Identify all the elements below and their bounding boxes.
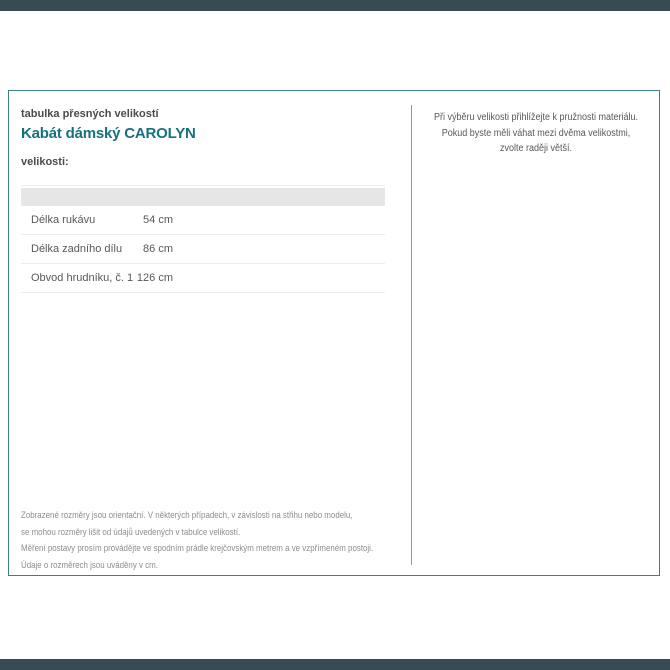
sizes-label: velikosti: — [21, 156, 69, 168]
disclaimer-line: Měření postavy prosím provádějte ve spodním prádle krejčovským metrem a ve vzpřímeném postoji. — [21, 543, 374, 553]
note-line: Pokud byste měli váhat mezi dvěma velikostmi, — [441, 127, 631, 139]
panel-eyebrow: tabulka přesných velikostí — [21, 108, 159, 120]
measurement-label: Délka zadního dílu — [31, 243, 123, 255]
note-line: Při výběru velikosti přihlížejte k pružnosti materiálu. — [433, 112, 639, 123]
table-row — [21, 264, 385, 293]
size-table-panel — [8, 90, 660, 576]
disclaimer-line: Údaje o rozměrech jsou uváděny v cm. — [21, 559, 158, 570]
measurement-disclaimer — [21, 507, 421, 573]
size-table — [21, 185, 385, 293]
disclaimer-line: se mohou rozměry lišit od údajů uvedených v tabulce velikostí. — [21, 526, 241, 537]
vertical-divider — [411, 105, 412, 565]
bottom-edge-bar — [0, 659, 670, 670]
measurement-value: 86 cm — [143, 243, 173, 255]
measurement-value: 54 cm — [143, 214, 173, 226]
size-selection-note — [413, 110, 659, 157]
measurement-value: 126 cm — [136, 272, 173, 284]
measurement-label: Obvod hrudníku, č. 1 — [31, 272, 134, 284]
product-title: Kabát dámský CAROLYN — [21, 125, 196, 142]
table-row — [21, 206, 385, 235]
table-row — [21, 235, 385, 264]
measurement-label: Délka rukávu — [31, 214, 96, 226]
disclaimer-line: Zobrazené rozměry jsou orientační. V některých případech, v závislosti na střihu nebo modelu, — [21, 510, 353, 520]
table-top-divider — [21, 185, 385, 186]
note-line: zvolte raději větší. — [499, 143, 573, 154]
table-header-bar — [21, 188, 385, 206]
top-edge-bar — [0, 0, 670, 11]
